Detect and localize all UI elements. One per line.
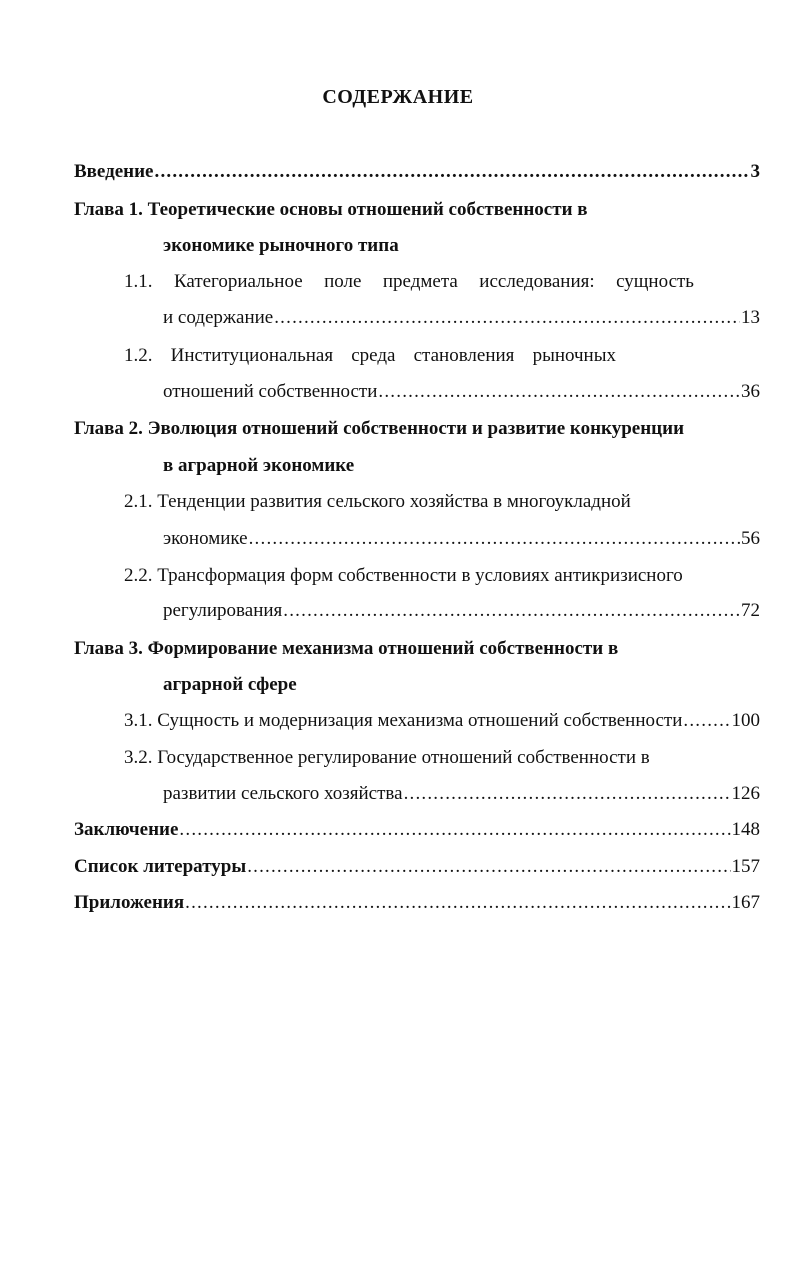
toc-entry-1-1: [163, 304, 760, 332]
toc-page-number: 167: [731, 892, 760, 913]
word: рыночных: [532, 345, 616, 366]
word: сущность: [616, 271, 694, 292]
section-2-2-line: 2.2. Трансформация форм собственности в условиях антикризисного: [124, 565, 683, 586]
toc-entry-2-1: [163, 525, 760, 553]
dot-leader: [683, 707, 730, 735]
toc-page-number: 126: [731, 783, 760, 804]
toc-entry-references: [74, 853, 760, 881]
dot-leader: [283, 597, 740, 625]
toc-page-number: 56: [741, 528, 760, 549]
chapter-2-heading: Глава 2. Эволюция отношений собственности и развитие конкуренции: [74, 418, 685, 439]
dot-leader: [179, 816, 730, 844]
toc-label: Введение: [74, 161, 154, 182]
chapter-3-heading: Глава 3. Формирование механизма отношений собственности в: [74, 638, 619, 659]
toc-entry-2-2: [163, 597, 760, 625]
toc-entry-intro: [74, 158, 760, 186]
dot-leader: [378, 378, 740, 406]
toc-page-number: 13: [741, 307, 760, 328]
toc-page-number: 148: [731, 819, 760, 840]
toc-entry-3-1: [124, 707, 760, 735]
word: Категориальное: [173, 271, 303, 292]
toc-label: и содержание: [163, 307, 274, 328]
toc-entry-appendix: [74, 889, 760, 917]
page-title: СОДЕРЖАНИЕ: [322, 86, 474, 108]
dot-leader: [185, 889, 730, 917]
dot-leader: [247, 853, 730, 881]
section-1-1-line: [124, 268, 694, 296]
section-number: 1.2.: [124, 345, 153, 366]
word: предмета: [382, 271, 458, 292]
chapter-3-heading-cont: аграрной сфере: [163, 674, 297, 695]
word: среда: [351, 345, 396, 366]
chapter-1-heading: Глава 1. Теоретические основы отношений собственности в: [74, 199, 588, 220]
section-number: 1.1.: [124, 271, 153, 292]
section-3-2-line: 3.2. Государственное регулирование отношений собственности в: [124, 747, 650, 768]
chapter-2-heading-cont: в аграрной экономике: [163, 455, 355, 476]
toc-label: Заключение: [74, 819, 179, 840]
word: поле: [324, 271, 362, 292]
toc-entry-1-2: [163, 378, 760, 406]
toc-page-number: 3: [750, 161, 760, 182]
toc-label: регулирования: [163, 600, 283, 621]
toc-page-number: 36: [741, 381, 760, 402]
section-2-1-line: 2.1. Тенденции развития сельского хозяйства в многоукладной: [124, 491, 631, 512]
dot-leader: [404, 780, 731, 808]
word: исследования:: [479, 271, 595, 292]
toc-entry-3-2: [163, 780, 760, 808]
dot-leader: [274, 304, 740, 332]
toc-label: развитии сельского хозяйства: [163, 783, 403, 804]
toc-label: 3.1. Сущность и модернизация механизма отношений собственности: [124, 710, 683, 731]
dot-leader: [155, 158, 750, 186]
toc-label: Список литературы: [74, 856, 247, 877]
chapter-1-heading-cont: экономике рыночного типа: [163, 235, 399, 256]
toc-label: отношений собственности: [163, 381, 378, 402]
word: становления: [413, 345, 515, 366]
word: Институциональная: [170, 345, 334, 366]
toc-page-number: 72: [741, 600, 760, 621]
section-1-2-line: [124, 342, 616, 370]
toc-page-number: 100: [731, 710, 760, 731]
toc-page-number: 157: [731, 856, 760, 877]
toc-label: Приложения: [74, 892, 185, 913]
toc-label: экономике: [163, 528, 248, 549]
dot-leader: [249, 525, 740, 553]
toc-entry-conclusion: [74, 816, 760, 844]
